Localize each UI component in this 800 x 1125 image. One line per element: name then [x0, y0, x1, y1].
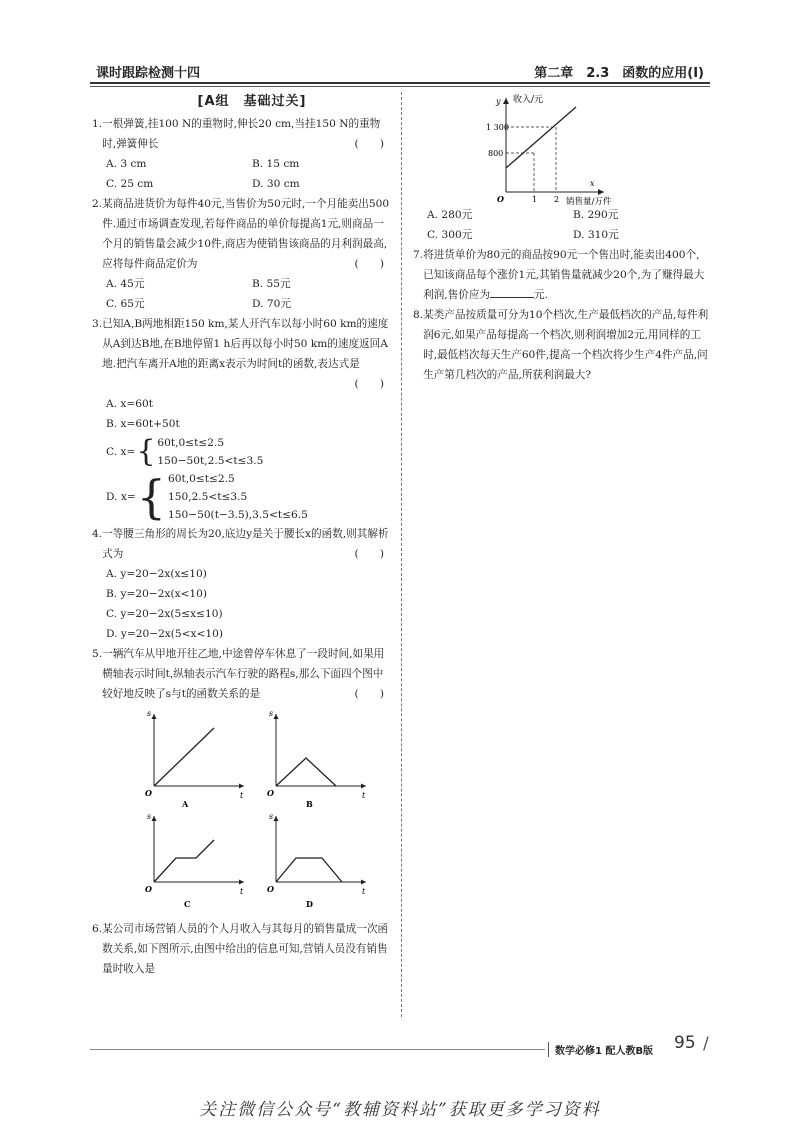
x-axis-label: 销售量/万件 — [566, 197, 612, 207]
option-b: B. 15 cm — [252, 158, 300, 170]
axis-s: s — [269, 709, 274, 718]
option-d: D. y=20−2x(5<x<10) — [106, 628, 223, 640]
origin-label: O — [267, 884, 274, 894]
q5-graphs — [92, 708, 392, 915]
piece-2: 150,2.5<t≤3.5 — [167, 491, 248, 503]
option-c: C. y=20−2x(5≤x≤10) — [106, 608, 223, 620]
x-var: x — [590, 179, 595, 188]
answer-paren: ( ) — [354, 138, 384, 150]
question-3 — [92, 314, 392, 524]
y-tick-1300: 1 300 — [486, 123, 509, 132]
axis-t: t — [240, 887, 244, 896]
question-6 — [92, 919, 392, 979]
y-tick-800: 800 — [488, 149, 504, 158]
graph-label: D — [306, 899, 313, 909]
question-4 — [92, 524, 392, 644]
option-a: A. 280元 — [427, 209, 473, 221]
x-tick-2: 2 — [554, 195, 560, 204]
chapter-title: 第二章 2.3 函数的应用(Ⅰ) — [534, 66, 704, 81]
question-number: 3. — [92, 318, 103, 330]
answer-paren: ( ) — [354, 258, 384, 270]
option-b: B. x=60t+50t — [106, 418, 180, 430]
piece-1: 60t,0≤t≤2.5 — [167, 473, 235, 485]
question-text: 某商品进货价为每件40元,当售价为50元时,一个月能卖出500件.通过市场调查发现,若每件商品的单价每提高1元,则商品一个月的销售量会减少10件,商店为使销售该商品的月利润最高,应将每件商品定价为 ( ) — [102, 194, 392, 274]
origin-label: O — [267, 788, 274, 798]
question-text: 一等腰三角形的周长为20,底边y是关于腰长x的函数,则其解析式为 ( ) — [102, 524, 392, 564]
option-a: A. 45元 — [106, 278, 145, 290]
question-number: 8. — [413, 309, 424, 321]
graph-label: C — [184, 899, 191, 909]
footer-rule — [90, 1049, 545, 1050]
page-slash: / — [703, 1034, 709, 1054]
header-title: 课时跟踪检测十四 — [96, 66, 201, 81]
option-d: D. 30 cm — [252, 178, 300, 190]
question-1 — [92, 114, 392, 194]
answer-paren: ( ) — [354, 688, 384, 700]
bottom-note: 关注微信公众号“教辅资料站”获取更多学习资料 — [199, 1100, 601, 1120]
answer-paren: ( ) — [354, 548, 384, 560]
option-c: C. 25 cm — [106, 178, 154, 190]
piece-3: 150−50(t−3.5),3.5<t≤6.5 — [167, 509, 308, 521]
brace-glyph: { — [136, 434, 156, 469]
option-a: A. y=20−2x(x≤10) — [106, 568, 207, 580]
piece-2: 150−50t,2.5<t≤3.5 — [157, 455, 264, 467]
option-d: D. 310元 — [573, 229, 619, 241]
origin-label: O — [145, 884, 152, 894]
question-number: 7. — [413, 249, 424, 261]
question-2 — [92, 194, 392, 314]
option-b: B. y=20−2x(x<10) — [106, 588, 208, 600]
question-text: 将进货单价为80元的商品按90元一个售出时,能卖出400个,已知该商品每个涨价1元,其销售量就减少20个,为了赚得最大利润,售价应为 元. — [423, 249, 705, 301]
header-rule-thin — [90, 86, 710, 87]
option-a: A. 3 cm — [106, 158, 147, 170]
question-number: 1. — [92, 118, 103, 130]
origin-label: O — [497, 194, 504, 204]
axis-s: s — [147, 812, 152, 821]
answer-blank[interactable] — [490, 285, 534, 298]
graph-c — [140, 812, 250, 912]
option-b: B. 290元 — [573, 209, 619, 221]
question-5 — [92, 644, 392, 915]
answer-paren: ( ) — [354, 378, 384, 390]
axis-s: s — [147, 709, 152, 718]
origin-label: O — [145, 788, 152, 798]
y-var: y — [496, 97, 501, 106]
header-rule — [90, 82, 710, 84]
option-a: A. x=60t — [106, 398, 153, 410]
option-c: C. 65元 — [106, 298, 145, 310]
axis-t: t — [362, 791, 366, 800]
graph-label: A — [182, 799, 189, 808]
axis-t: t — [240, 791, 244, 800]
question-number: 4. — [92, 528, 103, 540]
question-text: 某公司市场营销人员的个人月收入与其每月的销售量成一次函数关系,如下图所示,由图中给出的信息可知,营销人员没有销售量时收入是 — [102, 923, 389, 975]
piece-1: 60t,0≤t≤2.5 — [157, 437, 225, 449]
axis-t: t — [362, 887, 366, 896]
right-column — [413, 205, 709, 385]
question-text: 某类产品按质量可分为10个档次,生产最低档次的产品,每件利润6元,如果产品每提高一个档次,则利润增加2元,用同样的工时,最低档次每天生产60件,提高一个档次将少生产4件产品,问生产第几档次的产品,所获利润最大? — [423, 309, 709, 381]
question-7 — [413, 245, 709, 305]
question-number: 5. — [92, 648, 103, 660]
left-column — [92, 92, 392, 979]
income-sales-graph — [486, 92, 616, 207]
y-axis-label: 收入/元 — [513, 95, 544, 105]
option-b: B. 55元 — [252, 278, 291, 290]
question-text: 已知A,B两地相距150 km,某人开汽车以每小时60 km的速度从A到达B地,在B地停留1 h后再以每小时50 km的速度返回A地.把汽车离开A地的距离x表示为时间t的函数,表达式是 ( ) — [102, 314, 392, 394]
option-d: D. x= { 60t,0≤t≤2.5 150,2.5<t≤3.5 150−50(t−3.5),3.5<t≤6.5 — [106, 470, 308, 524]
option-c: C. 300元 — [427, 229, 473, 241]
brace-glyph: { — [136, 470, 166, 524]
question-text: 一根弹簧,挂100 N的重物时,伸长20 cm,当挂150 N的重物时,弹簧伸长 ( ) — [102, 114, 392, 154]
axis-s: s — [269, 812, 274, 821]
graph-a — [140, 708, 250, 808]
question-number: 2. — [92, 198, 103, 210]
question-8 — [413, 305, 709, 385]
option-c: C. x= { 60t,0≤t≤2.5 150−50t,2.5<t≤3.5 — [106, 434, 264, 469]
column-divider — [401, 92, 402, 1017]
q6-options — [413, 205, 709, 245]
graph-d — [262, 812, 372, 912]
graph-b — [262, 708, 372, 808]
question-number: 6. — [92, 923, 103, 935]
page-number: 95 — [674, 1033, 696, 1053]
x-tick-1: 1 — [532, 195, 538, 204]
book-title: 数学必修1 配人教B版 — [548, 1042, 653, 1057]
option-d: D. 70元 — [252, 298, 291, 310]
graph-label: B — [306, 799, 313, 808]
section-title: [A组 基础过关] — [197, 94, 307, 109]
question-text: 一辆汽车从甲地开往乙地,中途曾停车休息了一段时间,如果用横轴表示时间t,纵轴表示汽车行驶的路程s,那么下面四个图中较好地反映了s与t的函数关系的是 ( ) — [102, 644, 392, 704]
